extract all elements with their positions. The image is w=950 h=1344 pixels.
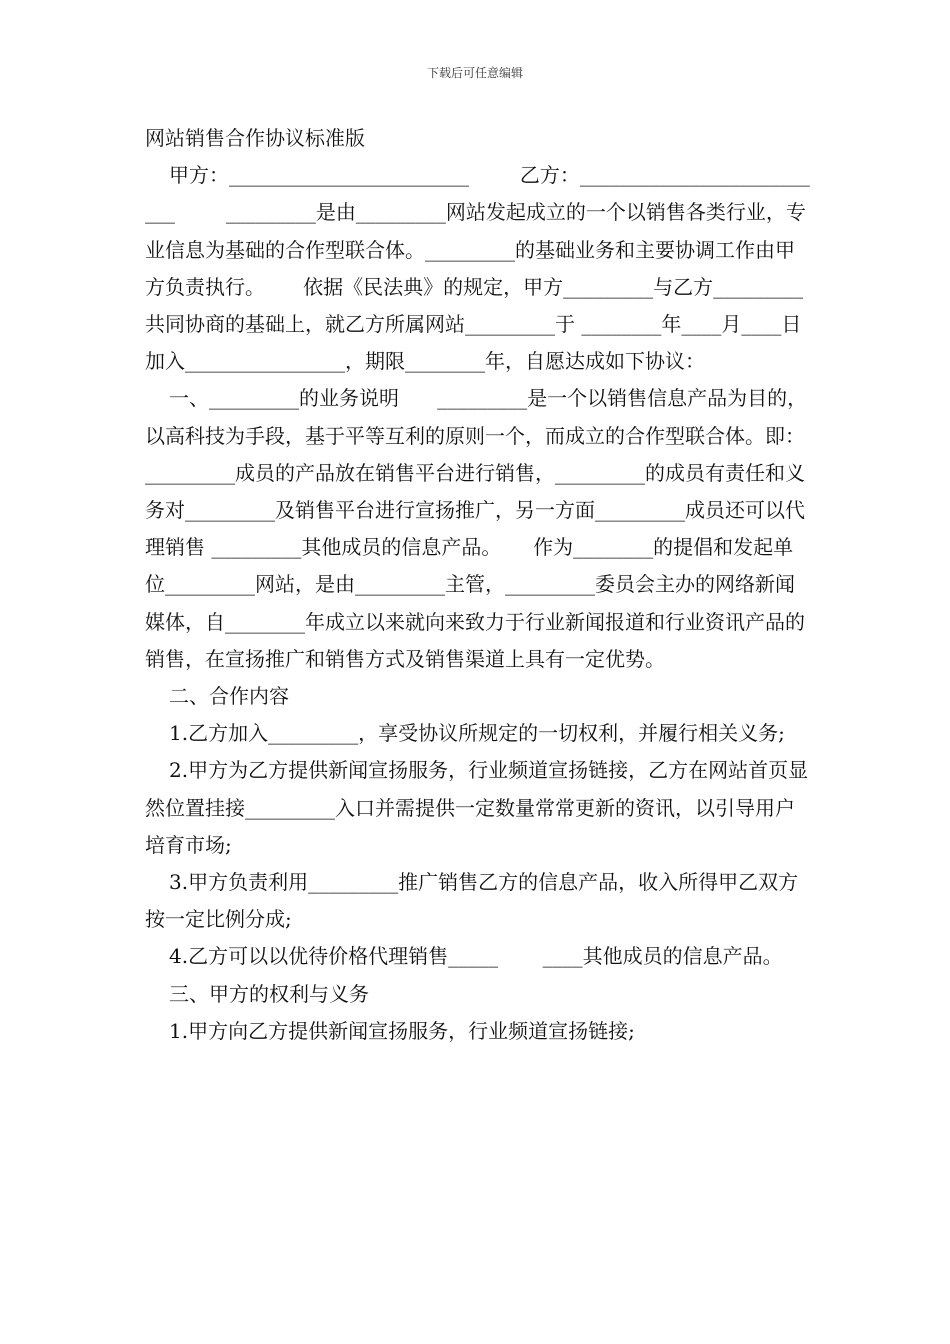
clause-2-1: 1.乙方加入_________，享受协议所规定的一切权利，并履行相关义务; bbox=[169, 721, 785, 746]
document-title: 网站销售合作协议标准版 bbox=[145, 126, 365, 150]
paragraph-section-1: 一、_________的业务说明 _________是一个以销售信息产品为目的，以高科技为手段，基于平等互利的原则一个，而成立的合作型联合体。即：_________成员的产品放在销售平台进行销售，_________的成员有责任和义务对_________及销售平台进行宣扬推广，另一方面_________成员还可以代理销售 _________其他成员的信息产品。 作为________的提倡和发起单位_________网站，是由_________主管，_________委员会主办的网络新闻媒体，自________年成立以来就向来致力于行业新闻报道和行业资讯产品的销售，在宣扬推广和销售方式及销售渠道上具有一定优势。 bbox=[145, 386, 808, 671]
clause-3-1: 1.甲方向乙方提供新闻宣扬服务，行业频道宣扬链接; bbox=[169, 1018, 635, 1043]
clause-2-3: 3.甲方负责利用_________推广销售乙方的信息产品，收入所得甲乙双方按一定比例分成; bbox=[145, 870, 799, 932]
section-heading-2: 二、合作内容 bbox=[169, 684, 289, 709]
clause-2-4: 4.乙方可以以优待价格代理销售_____ ____其他成员的信息产品。 bbox=[169, 944, 783, 969]
header-note: 下载后可任意编辑 bbox=[426, 66, 523, 80]
paragraph-preamble: 甲方：________________________ 乙方：__________________________ _________是由_________网站发起成立的一个以销售各类行业，专业信息为基础的合作型联合体。_________的基础业务和主要协调工作由甲方负责执行。 依据《民法典》的规定，甲方_________与乙方_________共同协商的基础上，就乙方所属网站_________于 ________年____月____日加入________________，期限________年，自愿达成如下协议： bbox=[145, 163, 810, 374]
section-heading-3: 三、甲方的权利与义务 bbox=[169, 981, 369, 1006]
clause-2-2: 2.甲方为乙方提供新闻宣扬服务，行业频道宣扬链接，乙方在网站首页显然位置挂接_________入口并需提供一定数量常常更新的资讯，以引导用户培育市场; bbox=[145, 758, 809, 857]
document-body bbox=[145, 120, 810, 1050]
